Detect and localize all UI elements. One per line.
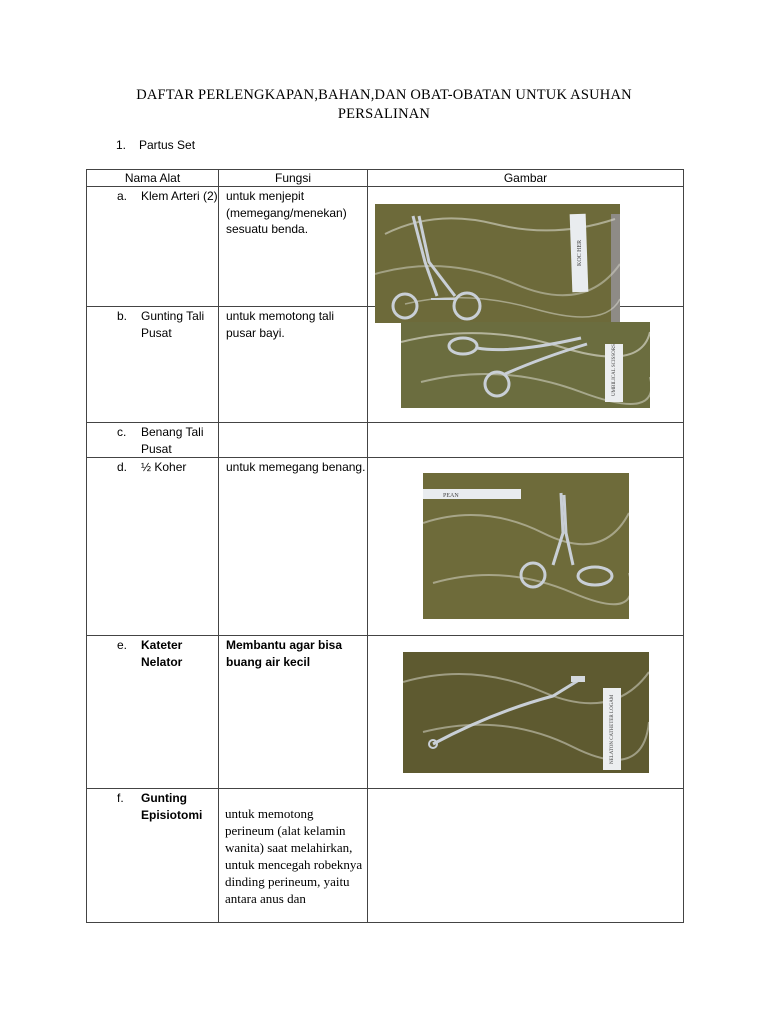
artery-clamp-photo [375,204,620,323]
name-cell [87,789,219,923]
row-letter: b. [117,309,128,323]
row-letter: f. [117,791,124,805]
item-name: ½ Koher [141,460,187,474]
item-name: Gunting Tali Pusat [141,309,205,340]
function-cell [219,636,368,789]
function-cell [219,458,368,636]
nelaton-catheter-photo [403,652,649,773]
function-cell [219,307,368,423]
table-row [87,423,684,458]
header-nama-alat: Nama Alat [87,170,219,187]
item-function: untuk memegang benang. [226,460,366,474]
item-function: untuk memotong tali pusar bayi. [226,309,335,340]
row-letter: d. [117,460,128,474]
header-gambar: Gambar [368,170,684,187]
name-cell [87,307,219,423]
image-cell [368,458,684,636]
equipment-table [86,169,684,923]
image-cell [368,789,684,923]
name-cell [87,423,219,458]
photo-label-text: PEAN [443,493,459,499]
table-header-row [87,170,684,187]
name-cell [87,458,219,636]
item-name: Benang Tali Pusat [141,425,204,456]
image-cell [368,187,684,307]
function-cell [219,187,368,307]
table-row [87,636,684,789]
header-fungsi: Fungsi [219,170,368,187]
function-cell [219,423,368,458]
row-letter: e. [117,638,128,652]
item-name: Klem Arteri (2) [141,189,218,203]
table-row [87,307,684,423]
photo-label-text: NELATON CATHETER LOGAM [610,694,615,764]
image-cell [368,636,684,789]
item-function: untuk memotong perineum (alat kelamin wanita) saat melahirkan, untuk mencegah robeknya dinding perineum, yaitu antara anus dan [225,806,363,906]
item-function: Membantu agar bisa buang air kecil [226,638,343,669]
half-kocher-photo [423,473,629,619]
item-name: Kateter Nelator [141,638,183,669]
table-row [87,789,684,923]
row-letter: a. [117,189,128,203]
name-cell [87,187,219,307]
name-cell [87,636,219,789]
title-line-1: DAFTAR PERLENGKAPAN,BAHAN,DAN OBAT-OBATAN UNTUK ASUHAN [136,87,632,103]
section-number: 1. [116,138,127,152]
title-line-2: PERSALINAN [337,106,431,122]
table-row [87,187,684,307]
umbilical-scissors-photo [401,322,650,408]
function-cell [219,789,368,923]
row-letter: c. [117,425,127,439]
section-heading [116,138,195,152]
photo-label-text: KOC HER [577,239,583,266]
photo-label-text: UMBILICAL SCISSORS [612,344,617,396]
item-function: untuk menjepit (memegang/menekan) sesuatu benda. [226,189,347,236]
image-cell [368,423,684,458]
item-name: Gunting Episiotomi [141,791,203,822]
image-cell [368,307,684,423]
table-row [87,458,684,636]
section-title: Partus Set [139,138,196,152]
document-title [86,86,682,124]
